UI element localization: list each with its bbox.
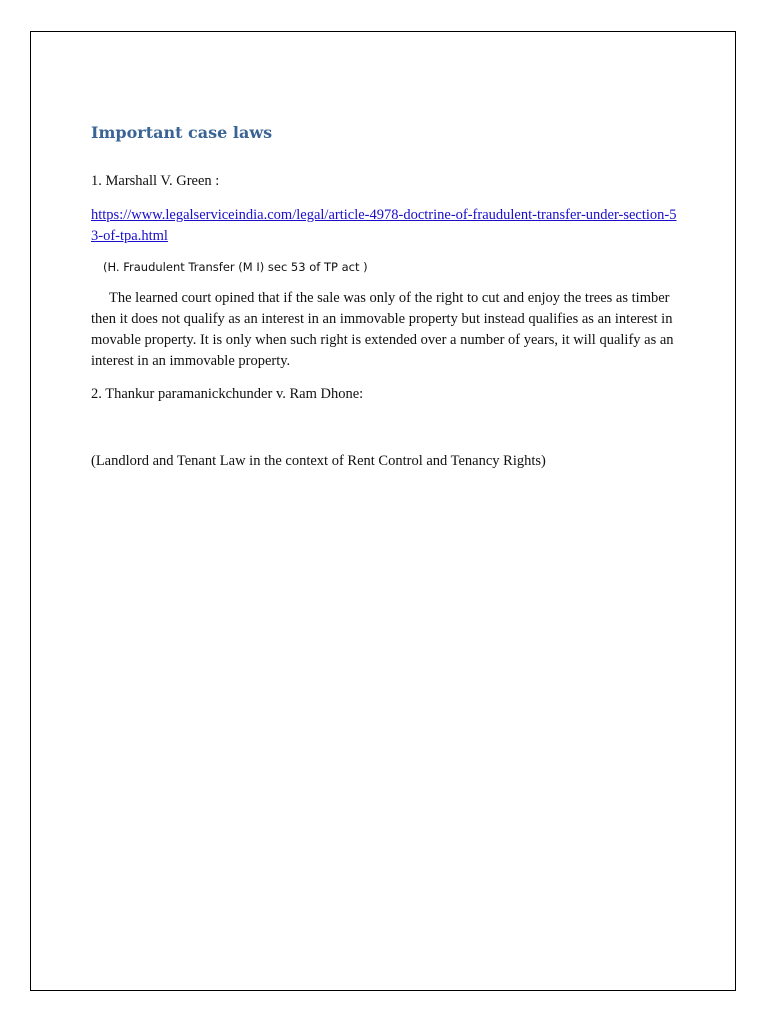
document-page: [30, 31, 736, 991]
page-content: [91, 122, 681, 472]
case-note-fraudulent-transfer: (H. Fraudulent Transfer (M I) sec 53 of TP act ): [103, 260, 368, 274]
section-heading: Important case laws: [91, 123, 273, 142]
case-title-thankur: 2. Thankur paramanickchunder v. Ram Dhone:: [91, 386, 364, 402]
case-summary-paragraph: The learned court opined that if the sale was only of the right to cut and enjoy the trees as timber then it does not qualify as an interest in an immovable property but instead qualifies as an interest in movable property. It is only when such right is extended over a number of years, it will qualify as an interest in an immovable property.: [91, 290, 674, 369]
case-reference-link[interactable]: https://www.legalserviceindia.com/legal/article-4978-doctrine-of-fraudulent-transfer-under-section-53-of-tpa.html: [91, 207, 677, 244]
case-title-marshall: 1. Marshall V. Green :: [91, 173, 220, 189]
case-note-landlord-tenant: (Landlord and Tenant Law in the context of Rent Control and Tenancy Rights): [91, 453, 546, 469]
